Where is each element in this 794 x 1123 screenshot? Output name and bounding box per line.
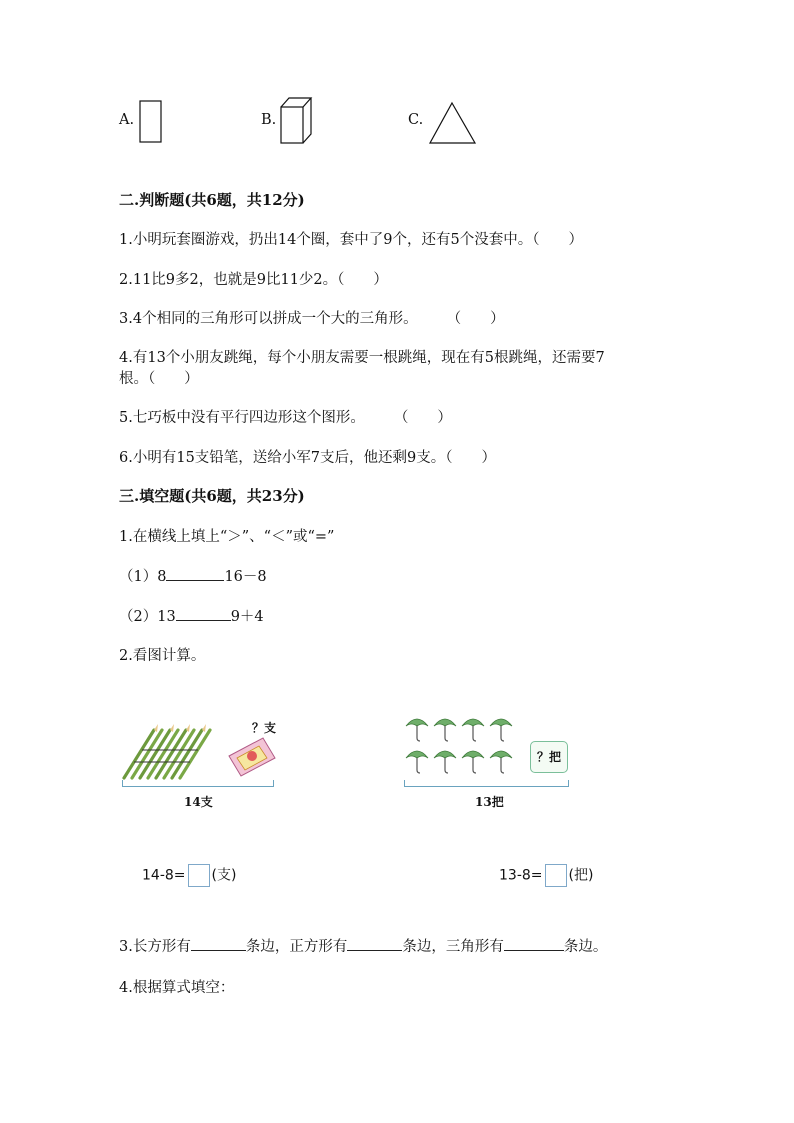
answer-blank[interactable] <box>191 936 246 951</box>
triangle-shape <box>428 101 478 147</box>
umbrellas-illustration <box>404 714 524 780</box>
judge-question-3: 3.4个相同的三角形可以拼成一个大的三角形。 （ ） <box>119 311 505 327</box>
fill-question-1-part-2: （2）13 9＋4 <box>119 605 264 626</box>
fill-question-3: 3.长方形有 条边，正方形有 条边，三角形有 条边。 <box>119 935 607 956</box>
cuboid-shape <box>279 96 315 146</box>
fill-question-2: 2.看图计算。 <box>119 648 206 664</box>
fill-question-1: 1.在横线上填上“＞”、“＜”或“=” <box>119 529 335 545</box>
judge-question-6: 6.小明有15支铅笔，送给小军7支后，他还剩9支。（ ） <box>119 450 496 466</box>
umbrellas-answer-box[interactable] <box>545 864 567 887</box>
judge-question-4: 4.有13个小朋友跳绳，每个小朋友需要一根跳绳，现在有5根跳绳，还需要7 <box>119 350 605 366</box>
judge-question-1: 1.小明玩套圈游戏，扔出14个圈，套中了9个，还有5个没套中。（ ） <box>119 232 583 248</box>
pencils-answer-box[interactable] <box>188 864 210 887</box>
rectangle-shape <box>138 99 164 145</box>
pencils-equation: 14-8= (支) <box>142 864 236 887</box>
option-b-letter: B. <box>261 112 277 128</box>
section2-heading: 二.判断题(共6题，共12分) <box>119 191 305 209</box>
answer-blank[interactable] <box>504 936 564 951</box>
pencils-question-label: ？支 <box>252 721 277 735</box>
section3-heading: 三.填空题(共6题，共23分) <box>119 487 305 505</box>
fill-question-4: 4.根据算式填空： <box>119 980 235 996</box>
option-c-letter: C. <box>408 112 424 128</box>
pencils-total-label: 14支 <box>184 795 213 809</box>
fill-question-1-part-1: （1）8 16－8 <box>119 565 267 586</box>
judge-question-2: 2.11比9多2，也就是9比11少2。（ ） <box>119 272 388 288</box>
right-brace <box>404 780 569 787</box>
umbrellas-total-label: 13把 <box>475 795 504 809</box>
answer-blank[interactable] <box>347 936 402 951</box>
umbrellas-equation: 13-8= (把) <box>499 864 593 887</box>
judge-question-5: 5.七巧板中没有平行四边形这个图形。 （ ） <box>119 410 452 426</box>
umbrellas-question-label: ？把 <box>530 741 568 773</box>
option-a-letter: A. <box>119 112 135 128</box>
judge-question-4-cont: 根。（ ） <box>119 371 199 387</box>
answer-blank[interactable] <box>176 606 231 621</box>
pencil-case-icon <box>225 734 277 778</box>
left-brace <box>122 780 274 787</box>
answer-blank[interactable] <box>166 566 224 581</box>
